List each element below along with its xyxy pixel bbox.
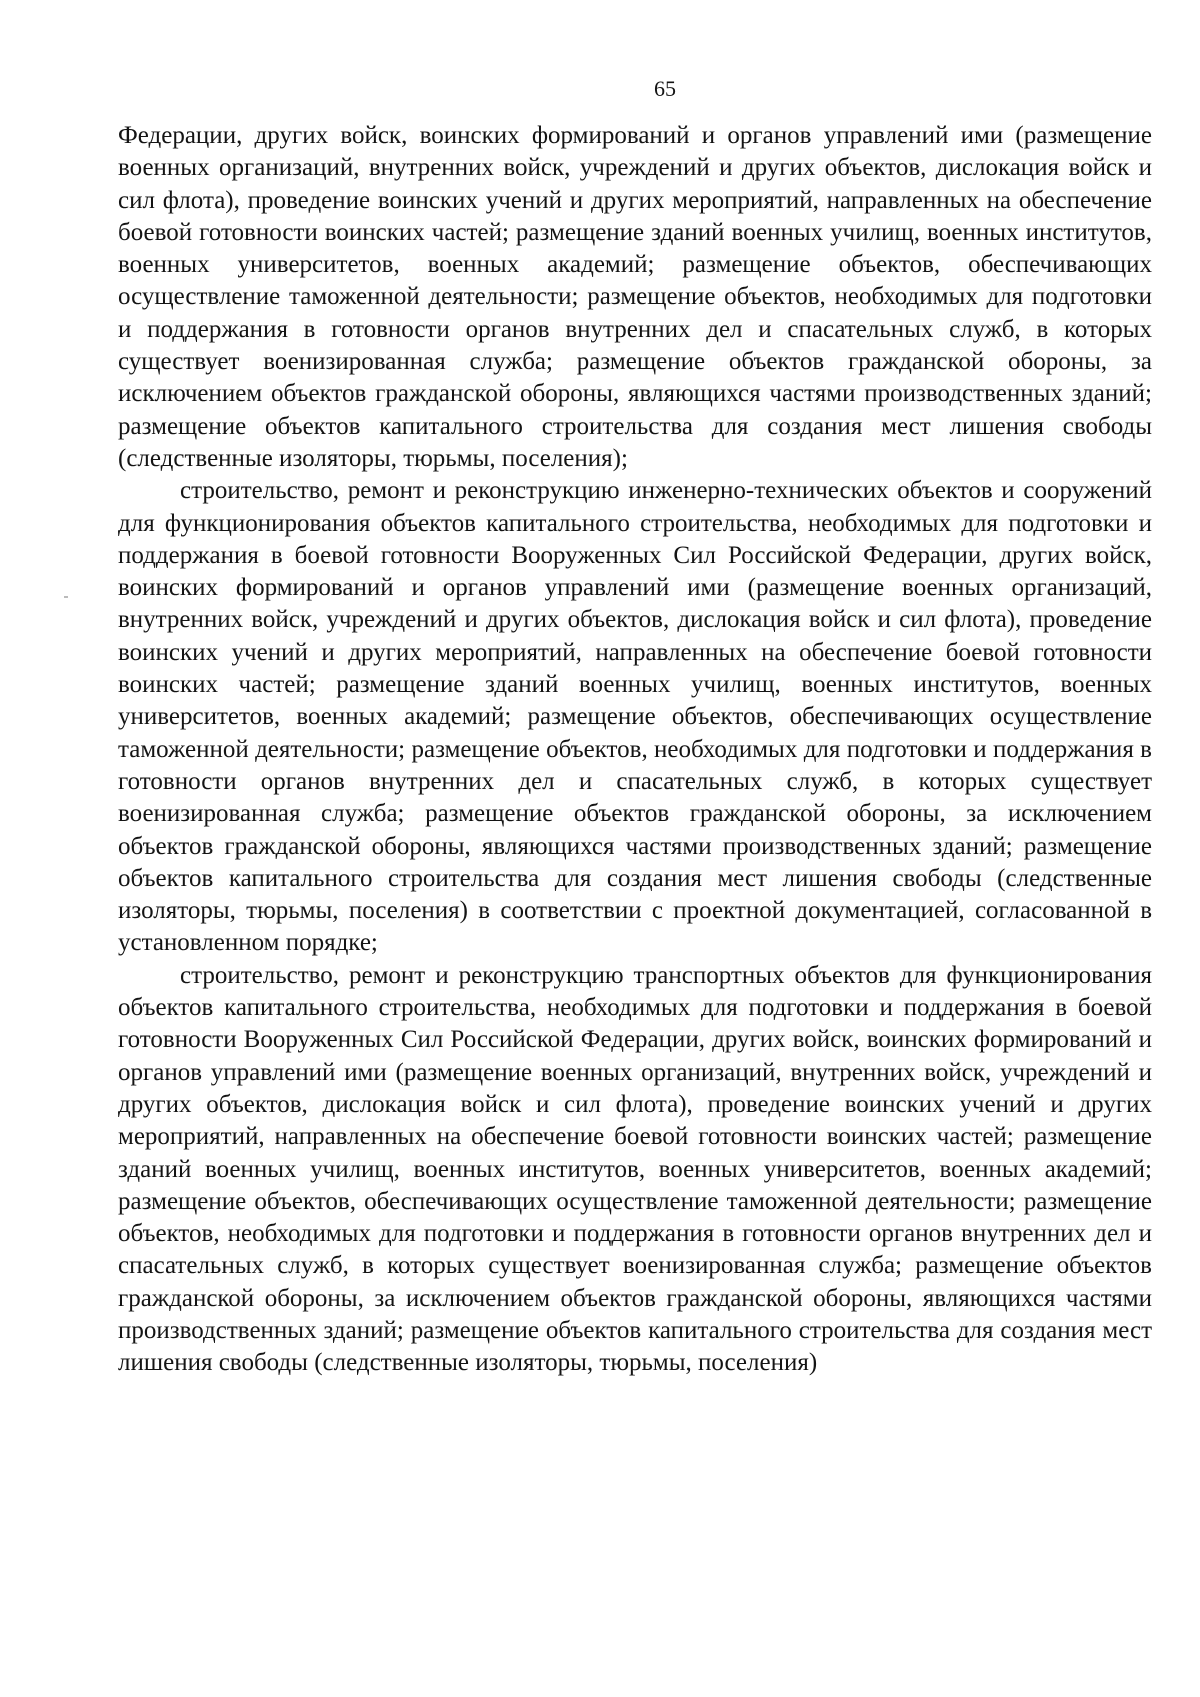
paragraph-continuation: Федерации, других войск, воинских формирований и органов управлений ими (размещение военных организаций, внутренних войск, учреждений и других объектов, дислокация войск и сил флота), проведение воинских учений и других мероприятий, направленных на обеспечение боевой готовности воинских частей; размещение зданий военных училищ, военных институтов, военных университетов, военных академий; размещение объектов, обеспечивающих осуществление таможенной деятельности; размещение объектов, необходимых для подготовки и поддержания в готовности органов внутренних дел и спасательных служб, в которых существует военизированная служба; размещение объектов гражданской обороны, за исключением объектов гражданской обороны, являющихся частями производственных зданий; размещение объектов капитального строительства для создания мест лишения свободы (следственные изоляторы, тюрьмы, поселения); — [118, 122, 1152, 472]
paragraph-engineering-objects: строительство, ремонт и реконструкцию инженерно-технических объектов и сооружений для функционирования объектов капитального строительства, необходимых для подготовки и поддержания в боевой готовности Вооруженных Сил Российской Федерации, других войск, воинских формирований и органов управлений ими (размещение военных организаций, внутренних войск, учреждений и других объектов, дислокация войск и сил флота), проведение воинских учений и других мероприятий, направленных на обеспечение боевой готовности воинских частей; размещение зданий военных училищ, военных институтов, военных университетов, военных академий; размещение объектов, обеспечивающих осуществление таможенной деятельности; размещение объектов, необходимых для подготовки и поддержания в готовности органов внутренних дел и спасательных служб, в которых существует военизированная служба; размещение объектов гражданской обороны, за исключением объектов гражданской обороны, являющихся частями производственных зданий; размещение объектов капитального строительства для создания мест лишения свободы (следственные изоляторы, тюрьмы, поселения) в соответствии с проектной документацией, согласованной в установленном порядке; — [118, 477, 1152, 957]
page-number: 65 — [654, 76, 676, 101]
scan-artifact — [64, 596, 68, 598]
paragraph-transport-objects: строительство, ремонт и реконструкцию транспортных объектов для функционирования объектов капитального строительства, необходимых для подготовки и поддержания в боевой готовности Вооруженных Сил Российской Федерации, других войск, воинских формирований и органов управлений ими (размещение военных организаций, внутренних войск, учреждений и других объектов, дислокация войск и сил флота), проведение воинских учений и других мероприятий, направленных на обеспечение боевой готовности воинских частей; размещение зданий военных училищ, военных институтов, военных университетов, военных академий; размещение объектов, обеспечивающих осуществление таможенной деятельности; размещение объектов, необходимых для подготовки и поддержания в готовности органов внутренних дел и спасательных служб, в которых существует военизированная служба; размещение объектов гражданской обороны, за исключением объектов гражданской обороны, являющихся частями производственных зданий; размещение объектов капитального строительства для создания мест лишения свободы (следственные изоляторы, тюрьмы, поселения) — [118, 961, 1152, 1377]
